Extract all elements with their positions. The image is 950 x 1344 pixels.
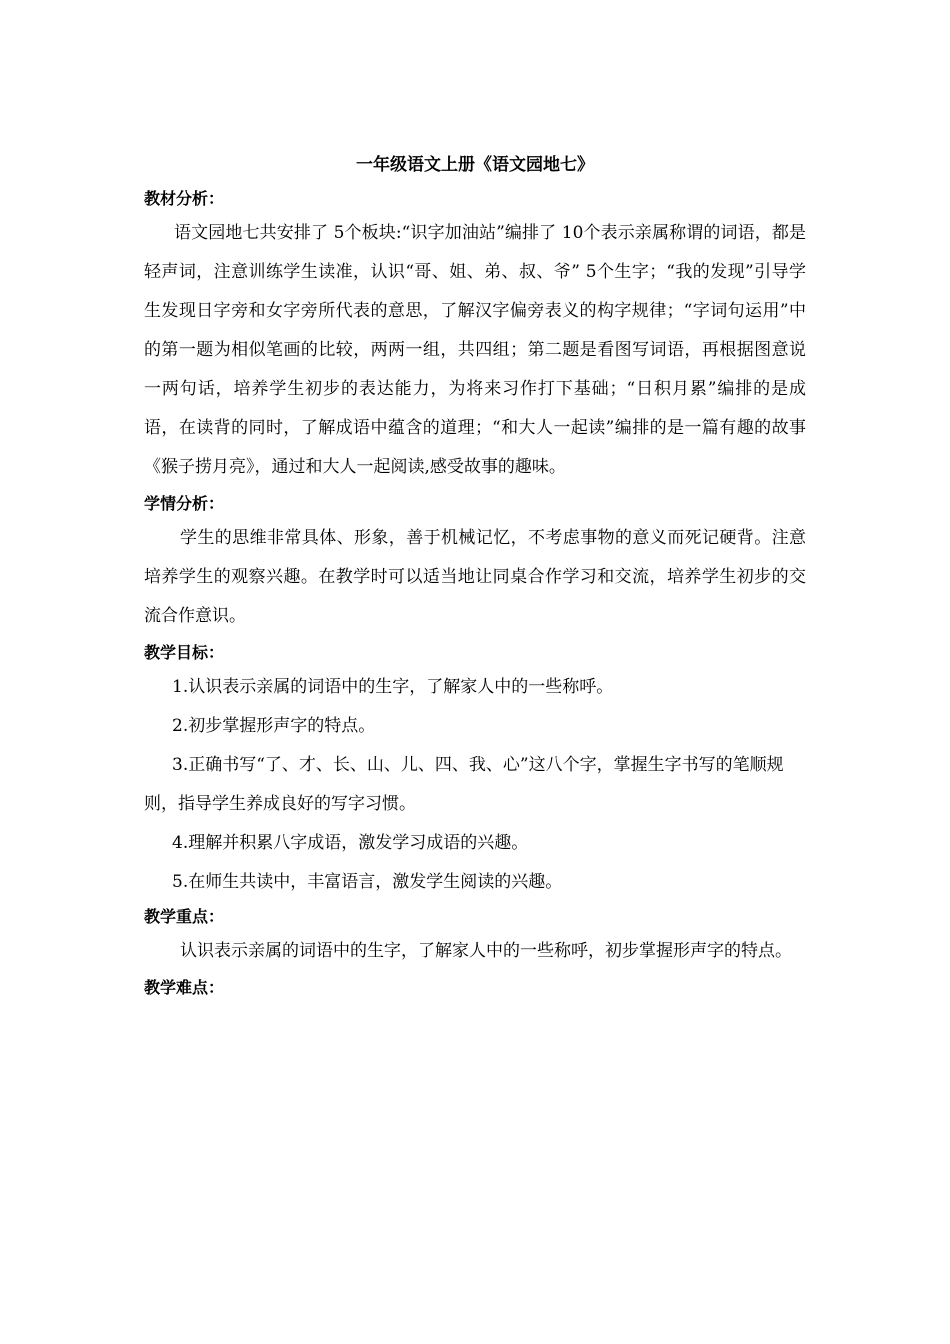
- section-heading-teaching-difficulty: 教学难点：: [144, 978, 225, 997]
- goal-item: 3.正确书写“了、才、长、山、儿、四、我、心”这八个字，掌握生字书写的笔顺规则，指导学生养成良好的写字习惯。: [144, 755, 784, 814]
- goal-item: 2.初步掌握形声字的特点。: [172, 716, 376, 736]
- section-heading-student-analysis: 学情分析：: [144, 494, 225, 513]
- goal-item: 1.认识表示亲属的词语中的生字，了解家人中的一些称呼。: [172, 677, 614, 697]
- document-body: [144, 184, 806, 1003]
- section-heading-teaching-focus: 教学重点：: [144, 907, 225, 926]
- section-body-student-analysis: 学生的思维非常具体、形象，善于机械记忆，不考虑事物的意义而死记硬背。注意培养学生的观察兴趣。在教学时可以适当地让同桌合作学习和交流，培养学生初步的交流合作意识。: [144, 528, 806, 626]
- goal-item: 5.在师生共读中，丰富语言，激发学生阅读的兴趣。: [172, 872, 563, 892]
- goal-item: 4.理解并积累八字成语，激发学习成语的兴趣。: [172, 833, 529, 853]
- section-body-teaching-focus: 认识表示亲属的词语中的生字，了解家人中的一些称呼，初步掌握形声字的特点。: [180, 941, 792, 961]
- document-title: 一年级语文上册《语文园地七》: [356, 155, 594, 175]
- section-body-textbook-analysis: 语文园地七共安排了 5个板块:“识字加油站”编排了 10个表示亲属称谓的词语，都是轻声词，注意训练学生读准，认识“哥、姐、弟、叔、爷” 5个生字；“我的发现”引导学生发现日字旁和女字旁所代表的意思，了解汉字偏旁表义的构字规律；“字词句运用”中的第一题为相似笔画的比较，两两一组，共四组；第二题是看图写词语，再根据图意说一两句话，培养学生初步的表达能力，为将来习作打下基础；“日积月累”编排的是成语，在读背的同时，了解成语中蕴含的道理；“和大人一起读”编排的是一篇有趣的故事《猴子捞月亮》，通过和大人一起阅读,感受故事的趣味。: [144, 223, 806, 477]
- section-heading-textbook-analysis: 教材分析：: [144, 189, 225, 208]
- section-heading-teaching-goals: 教学目标：: [144, 643, 225, 662]
